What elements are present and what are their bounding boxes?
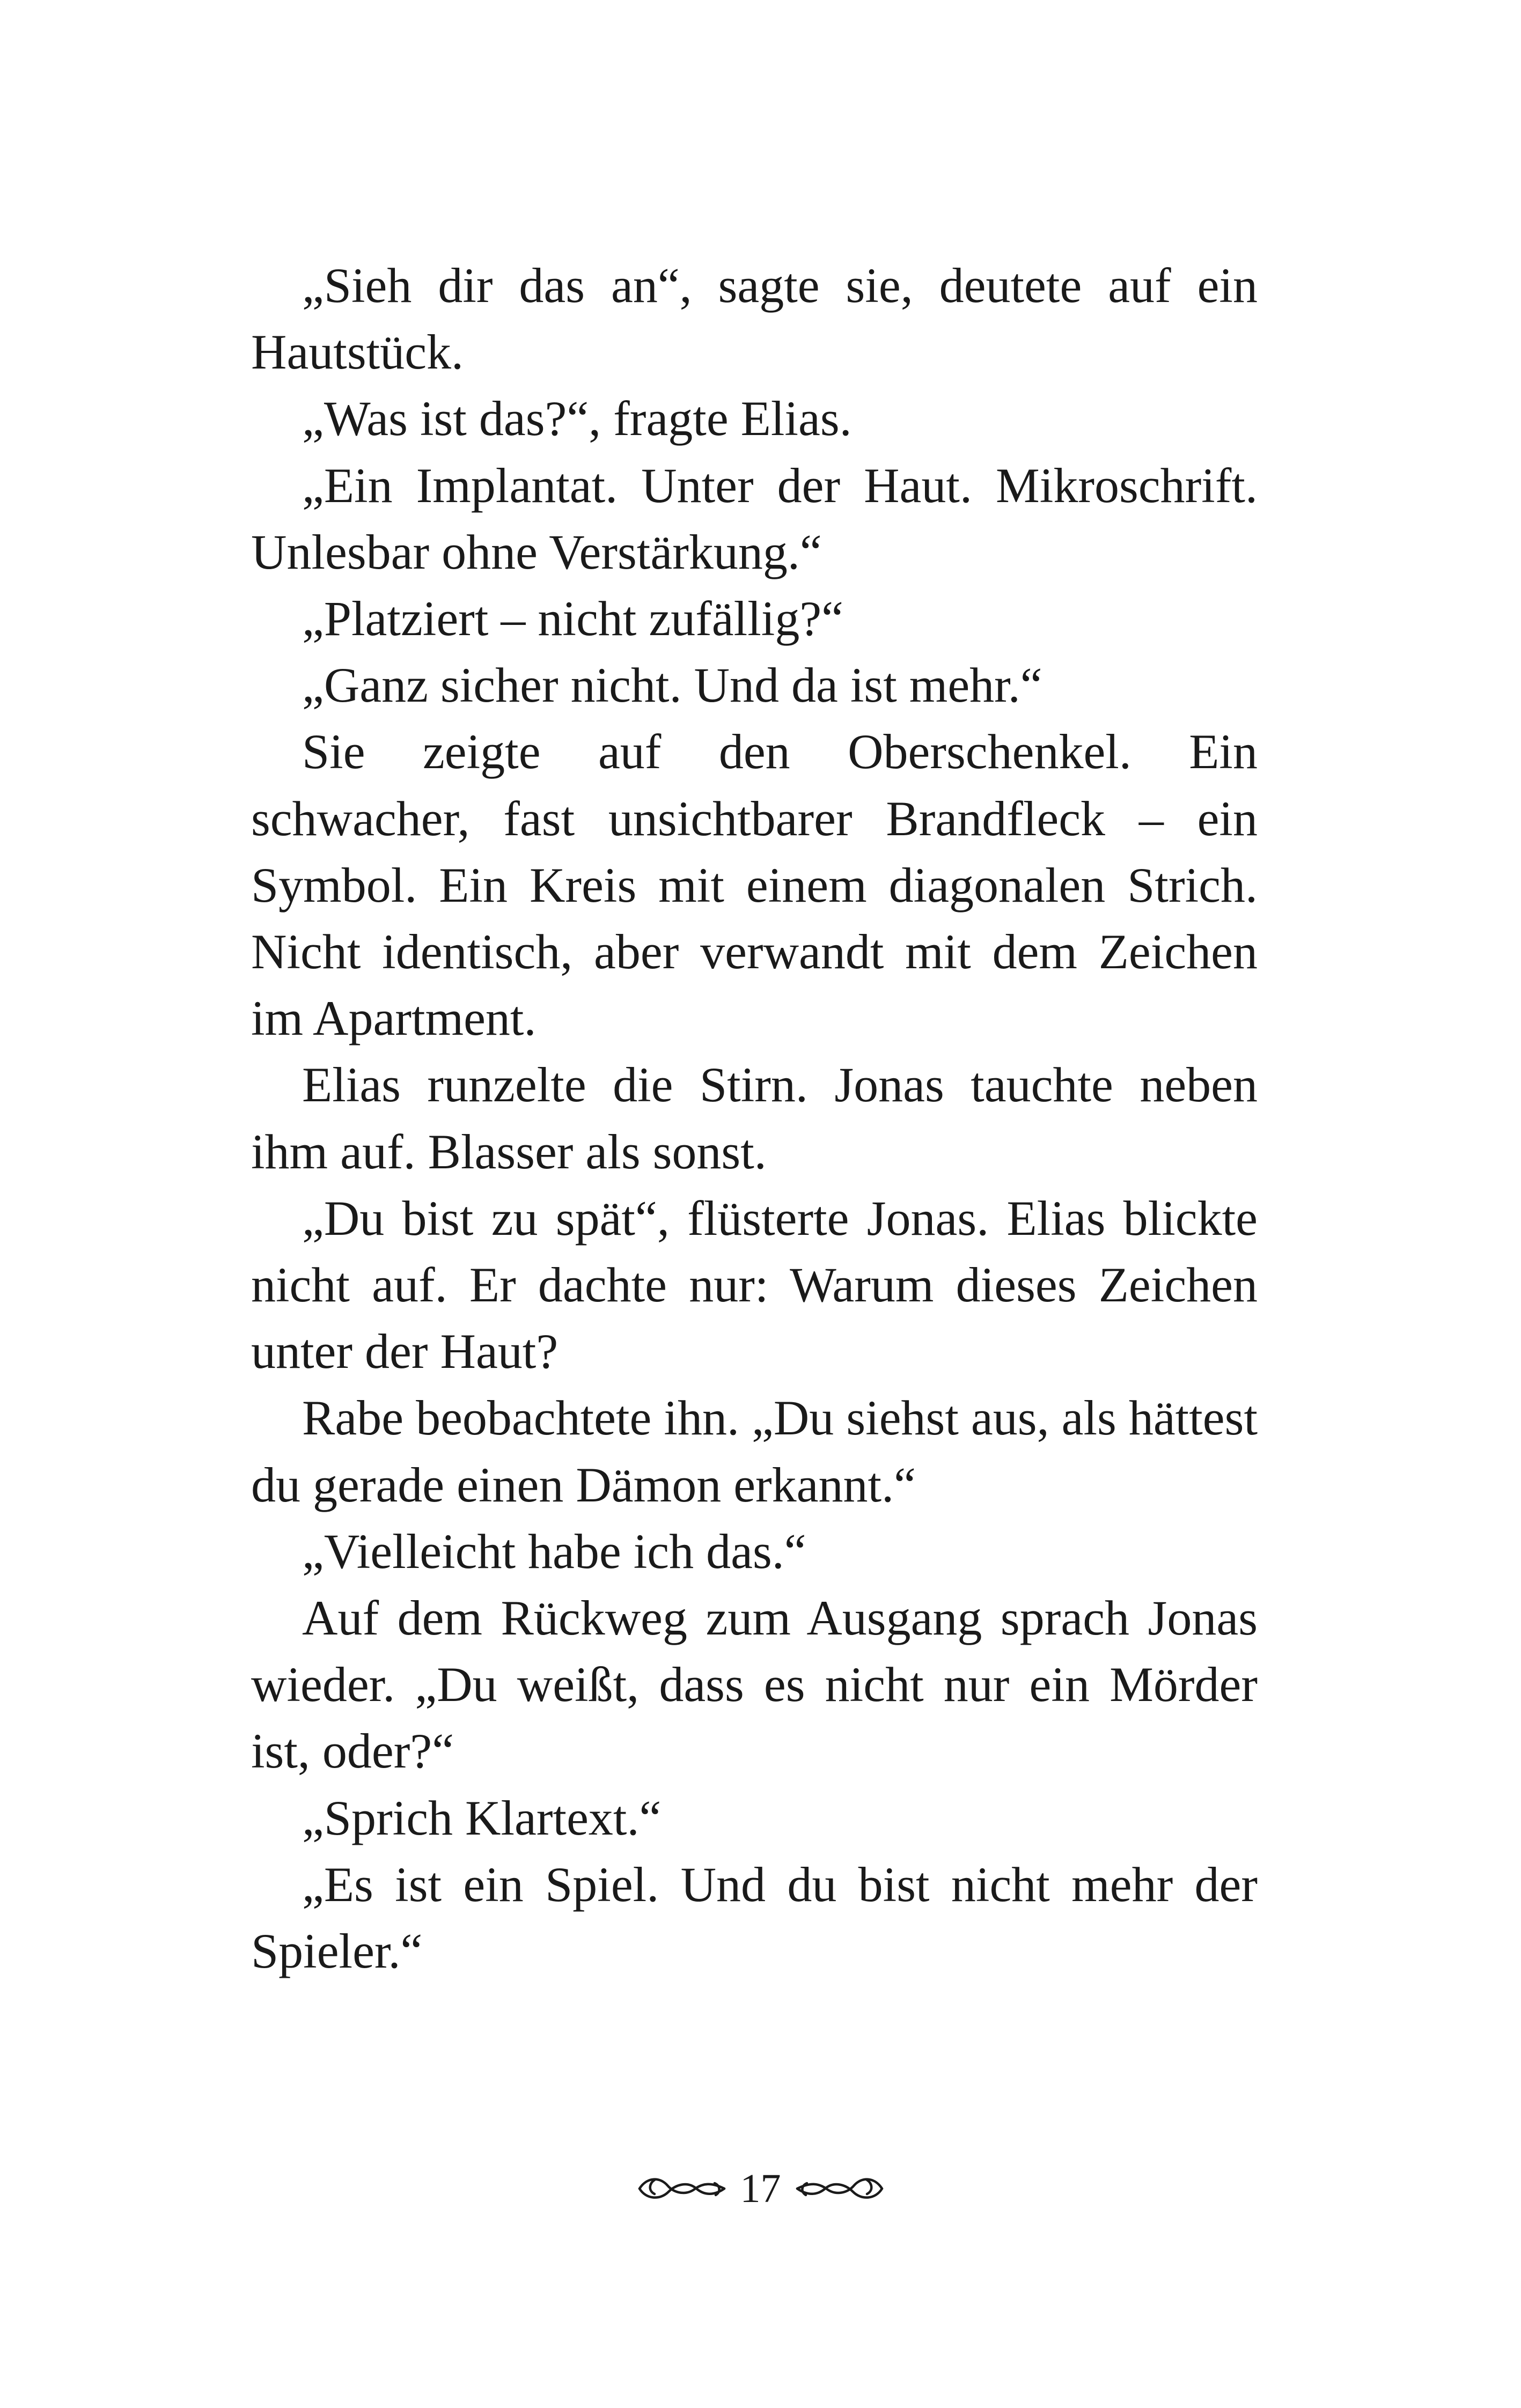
paragraph: „Platziert – nicht zufällig?“ (302, 591, 843, 646)
paragraph: „Vielleicht habe ich das.“ (302, 1523, 806, 1579)
paragraph: Sie zeigte auf den Oberschenkel. Ein schwacher, fast unsichtbarer Brandfleck – ein Symbol. Ein Kreis mit einem diagonalen Strich. Nicht identisch, aber verwandt mit dem Zeichen im Apartment. (251, 724, 1258, 1046)
paragraph: Elias runzelte die Stirn. Jonas tauchte neben ihm auf. Blasser als sonst. (251, 1057, 1258, 1179)
paragraph: Rabe beobachtete ihn. „Du siehst aus, als hättest du gerade einen Dämon erkannt.“ (251, 1390, 1258, 1512)
flourish-right-icon (794, 2173, 885, 2205)
paragraph: „Ganz sicher nicht. Und da ist mehr.“ (302, 658, 1042, 713)
paragraph: „Ein Implantat. Unter der Haut. Mikroschrift. Unlesbar ohne Verstärkung.“ (251, 458, 1258, 579)
paragraph: „Es ist ein Spiel. Und du bist nicht mehr der Spieler.“ (251, 1857, 1258, 1979)
paragraph: Auf dem Rückweg zum Ausgang sprach Jonas wieder. „Du weißt, dass es nicht nur ein Mörder ist, oder?“ (251, 1590, 1258, 1779)
flourish-left-icon (636, 2173, 728, 2205)
page-number: 17 (740, 2166, 781, 2211)
paragraph: „Du bist zu spät“, flüsterte Jonas. Elias blickte nicht auf. Er dachte nur: Warum dieses Zeichen unter der Haut? (251, 1190, 1258, 1379)
body-text (251, 252, 1258, 1984)
page-folio (0, 2168, 1521, 2209)
paragraph: „Sprich Klartext.“ (302, 1790, 662, 1845)
paragraph: „Sieh dir das an“, sagte sie, deutete auf ein Hautstück. (251, 258, 1258, 380)
paragraph: „Was ist das?“, fragte Elias. (302, 391, 852, 446)
